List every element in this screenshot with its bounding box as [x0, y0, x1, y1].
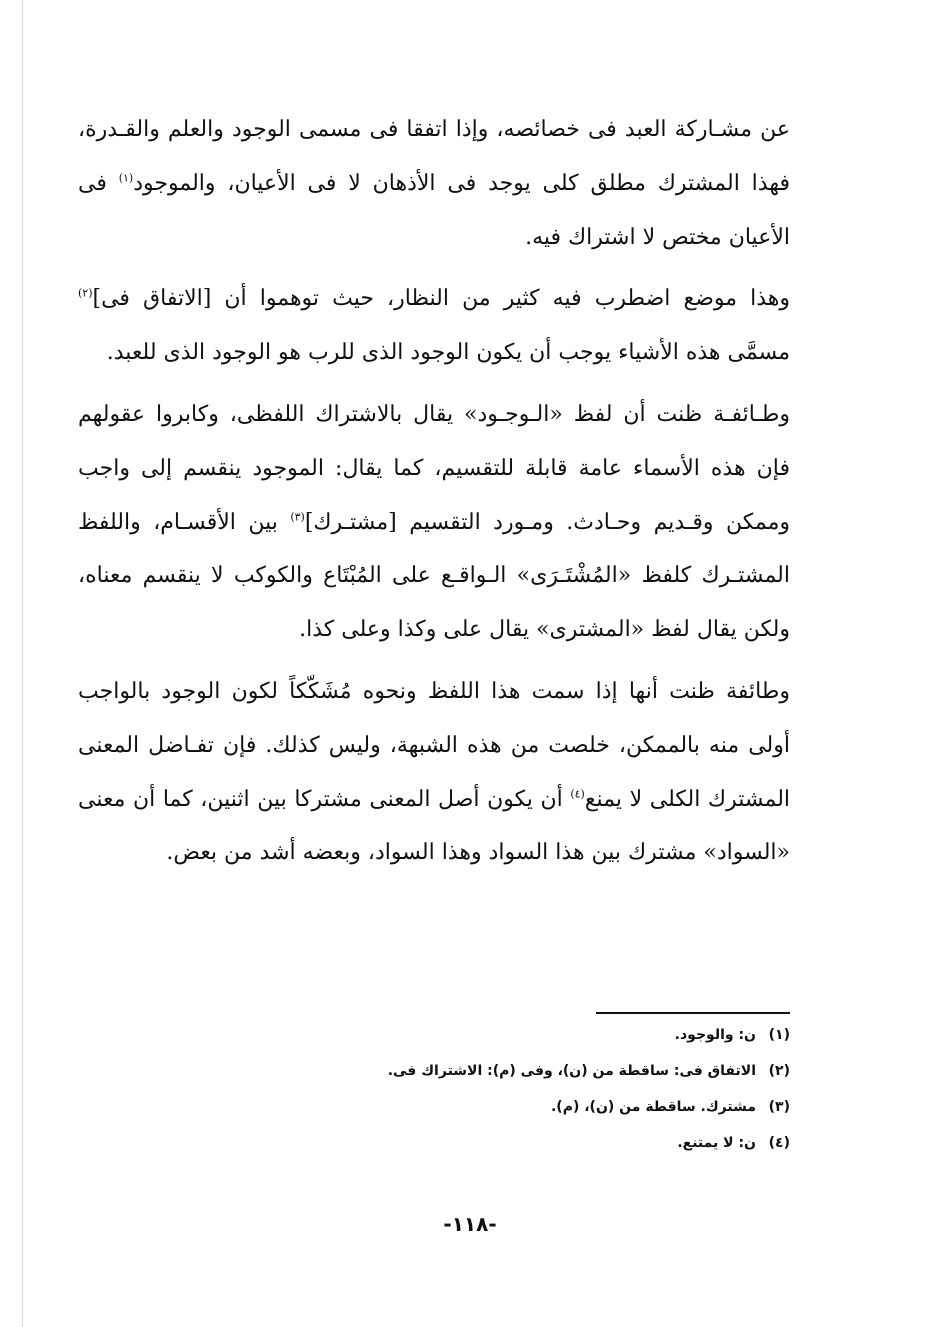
footnotes — [200, 1017, 790, 1161]
footnote-2-text: الاتفاق فی: ساقطة من (ن)، وفی (م): الاشتراك فی. — [387, 1063, 756, 1079]
footnote-4-number: (٤) — [768, 1135, 790, 1151]
paragraph-3-text-b: بین الأقسـام، واللفظ المشتـرك کلفظ «المُشْتَـرَی» الـواقـع علی المُبْتَاع والکوکب لا ینقسم معناه، ولکن یقال لفظ «المشتری» یقال علی وکذا وعلی کذا. — [78, 509, 790, 643]
footnote-ref-1: (١) — [118, 171, 134, 185]
paragraph-2 — [78, 272, 790, 380]
footnote-4-text: ن: لا یمتنع. — [677, 1135, 756, 1151]
footnote-3 — [200, 1089, 790, 1125]
page-number: -١١٨- — [443, 1212, 497, 1236]
footnote-2 — [200, 1053, 790, 1089]
paragraph-1 — [78, 103, 790, 264]
paragraph-1-text-a: عن مشـارکة العبد فی خصائصه، وإذا اتفقا فی مسمی الوجود والعلم والقـدرة، فهذا المشترك مطلق کلی یوجد فی الأذهان لا فی الأعیان، والموجود — [78, 117, 790, 196]
footnote-3-text: مشترك. ساقطة من (ن)، (م). — [550, 1099, 756, 1115]
footnote-ref-4: (٤) — [570, 787, 585, 801]
footnote-1 — [200, 1017, 790, 1053]
footnote-separator — [596, 1012, 790, 1014]
footnote-2-number: (٢) — [768, 1063, 790, 1079]
paragraph-2-text-a: وهذا موضع اضطرب فیه کثیر من النظار، حیث توهموا أن [الاتفاق فی] — [92, 286, 790, 312]
footnote-ref-3: (٣) — [290, 510, 305, 524]
footnote-4 — [200, 1125, 790, 1161]
paragraph-3 — [78, 388, 790, 657]
paragraph-4-text-a: وطائفة ظنت أنها إذا سمت هذا اللفظ ونحوه مُشَکّکاً لکون الوجود بالواجب أولی منه بالممکن، خلصت من هذه الشبهة، ولیس کذلك. فإن تفـاضل المعنی المشترك الکلی لا یمنع — [78, 678, 791, 812]
footnote-1-number: (١) — [768, 1027, 790, 1043]
footnote-ref-2: (٢) — [78, 287, 93, 301]
footnote-1-text: ن: والوجود. — [674, 1027, 756, 1043]
paragraph-4 — [78, 665, 790, 880]
paragraph-3-text-a: وطـائفـة ظنت أن لفظ «الـوجـود» یقال بالاشتراك اللفظی، وکابروا عقولهم فإن هذه الأسماء عامة قابلة للتقسیم، کما یقال: الموجود ینقسم إلی واجب وممکن وقـدیم وحـادث. ومـورد التقسیم [مشتـرك] — [78, 401, 790, 535]
paragraph-1-text-b: فی الأعیان مختص لا اشتراك فیه. — [78, 170, 790, 250]
footnote-3-number: (٣) — [768, 1099, 790, 1115]
paragraph-2-text-b: مسمَّی هذه الأشیاء یوجب أن یکون الوجود الذی للرب هو الوجود الذی للعبد. — [106, 340, 790, 366]
scan-edge-line — [22, 0, 23, 1327]
paragraph-4-text-b: أن یکون أصل المعنی مشترکا بین اثنین، کما أن معنی «السواد» مشترك بین هذا السواد وهذا السواد، وبعضه أشد من بعض. — [78, 786, 790, 866]
main-text — [78, 103, 790, 888]
